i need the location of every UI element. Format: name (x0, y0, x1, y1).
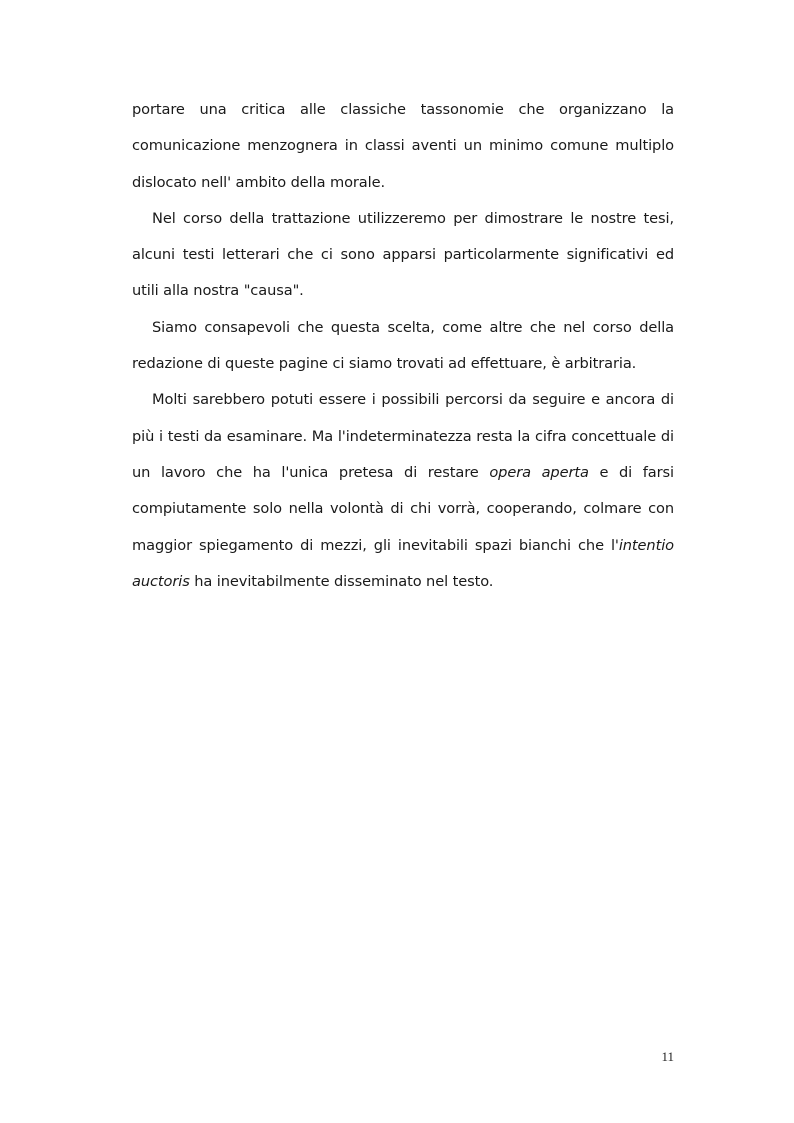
text-segment: portare una critica alle classiche tassonomie che organizzano la comunicazione menzognera in classi aventi un minimo comune multiplo dislocato nell' ambito della morale. (132, 101, 674, 191)
text-segment: Molti sarebbero potuti essere i possibili percorsi da seguire e ancora di più i testi da esaminare. Ma l'indeterminatezza resta la cifra concettuale di un lavoro che ha l'unica pretesa di restare (132, 391, 674, 481)
italic-term-opera-aperta: opera aperta (489, 463, 589, 481)
text-segment: e di farsi compiutamente solo nella volontà di chi vorrà, cooperando, colmare con maggior spiegamento di mezzi, gli inevitabili spazi bianchi che l' (132, 463, 675, 554)
page-number: 11 (661, 1049, 674, 1064)
text-segment: Siamo consapevoli che questa scelta, come altre che nel corso della redazione di queste pagine ci siamo trovati ad effettuare, è arbitraria. (132, 318, 674, 373)
paragraph (132, 201, 674, 310)
paragraph (132, 310, 674, 383)
italic-term-intentio-auctoris: intentio auctoris (132, 536, 674, 590)
text-segment: Nel corso della trattazione utilizzeremo per dimostrare le nostre tesi, alcuni testi letterari che ci sono apparsi particolarmente significativi ed utili alla nostra "causa". (132, 209, 674, 300)
text-segment: ha inevitabilmente disseminato nel testo. (189, 572, 494, 590)
paragraph (132, 92, 674, 201)
body-text (132, 92, 674, 600)
paragraph (132, 382, 674, 600)
